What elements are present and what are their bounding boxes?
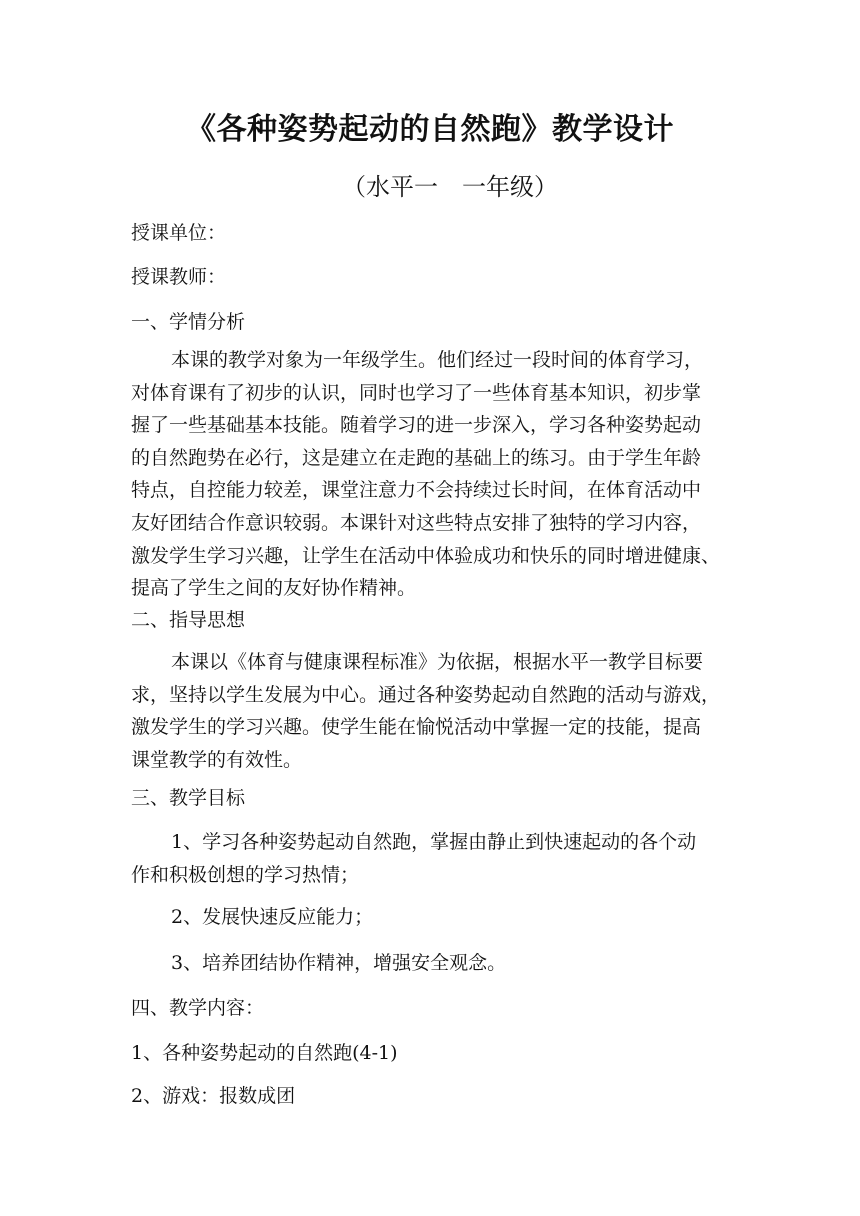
paragraph-line: 作和积极创想的学习热情；: [131, 863, 360, 886]
paragraph-line: 握了一些基础基本技能。随着学习的进一步深入，学习各种姿势起动: [131, 414, 702, 437]
paragraph-line: 1、学习各种姿势起动自然跑，掌握由静止到快速起动的各个动: [171, 831, 697, 853]
section-heading-guiding-idea: 二、指导思想: [131, 609, 246, 631]
paragraph-line: 对体育课有了初步的认识，同时也学习了一些体育基本知识，初步掌: [131, 381, 702, 404]
paragraph-line: 课堂教学的有效性。: [131, 748, 303, 771]
paragraph-line: 本课以《体育与健康课程标准》为依据，根据水平一教学目标要: [171, 651, 704, 673]
content-item-2: 2、游戏：报数成团: [131, 1085, 296, 1107]
paragraph-line: 提高了学生之间的友好协作精神。: [131, 577, 417, 600]
guiding-idea-paragraph: [131, 646, 735, 776]
paragraph-line: 激发学生学习兴趣，让学生在活动中体验成功和快乐的同时增进健康、: [131, 544, 721, 567]
paragraph-line: 本课的教学对象为一年级学生。他们经过一段时间的体育学习，: [171, 349, 704, 371]
content-item-1: 1、各种姿势起动的自然跑(4-1): [131, 1042, 398, 1064]
paragraph-line: 特点，自控能力较差，课堂注意力不会持续过长时间，在体育活动中: [131, 479, 702, 502]
unit-label: 授课单位：: [131, 222, 227, 244]
objective-3: 3、培养团结协作精神，增强安全观念。: [171, 952, 507, 974]
document-subtitle: （水平一 一年级）: [342, 173, 558, 201]
teacher-label: 授课教师：: [131, 266, 227, 288]
paragraph-line: 友好团结合作意识较弱。本课针对这些特点安排了独特的学习内容，: [131, 511, 702, 534]
paragraph-line: 的自然跑势在必行，这是建立在走跑的基础上的练习。由于学生年龄: [131, 446, 702, 469]
section-heading-objectives: 三、教学目标: [131, 787, 246, 809]
paragraph-line: 求，坚持以学生发展为中心。通过各种姿势起动自然跑的活动与游戏，: [131, 683, 721, 706]
document-title: 《各种姿势起动的自然跑》教学设计: [186, 112, 674, 147]
analysis-paragraph: [131, 344, 735, 605]
objective-1: [131, 826, 735, 891]
section-heading-analysis: 一、学情分析: [131, 311, 246, 333]
section-heading-content: 四、教学内容：: [131, 997, 265, 1019]
objective-2: 2、发展快速反应能力；: [171, 906, 374, 928]
paragraph-line: 激发学生的学习兴趣。使学生能在愉悦活动中掌握一定的技能，提高: [131, 716, 702, 739]
